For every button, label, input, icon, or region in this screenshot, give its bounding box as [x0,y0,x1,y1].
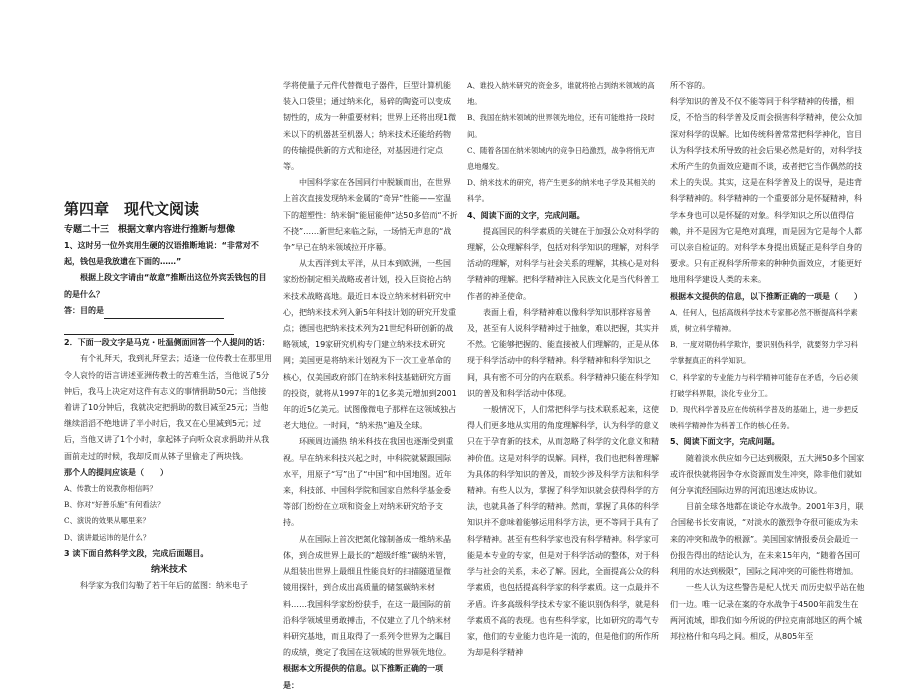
paragraph: 中国科学家在各国同行中脱颖而出，在世界上首次直接发现纳米金属的“奇异”性能——室温下的超塑性：纳米铜“能屈能伸”达50多倍而“不折不挠”……新世纪来临之际，一场悄无声息的“战争”早已在纳米领域拉开序幕。 [283,178,458,253]
option-b: B、你对“好善乐施”有何看法？ [64,500,165,510]
paragraph: 所不容的。 [670,81,710,90]
question-5: 5、阅读下面文字，完成问题。 [670,437,780,447]
passage-title: 纳米技术 [150,565,187,576]
option-b: B．一度对期伪科学欺诈，要识别伪科学，就要努力学习科学掌握真正的科学知识。 [670,340,858,366]
option-a: A．任何人，包括高级科学技术专家都必然不断提高科学素质，树立科学精神。 [670,307,858,334]
answer-line [64,319,274,335]
option-d: D．现代科学普及应在传统科学普及的基础上，进一步把反映科学精神作为科普工作的核心任务。 [670,405,859,431]
paragraph: 科学知识的普及不仅不能等同于科学精神的传播，相反，不恰当的科学普及反而会损害科学精神，使公众加深对科学的误解。比如传统科普常常把科学神化，盲目认为科学技术所导致的社会后果必然是好的，对科学技术所产生的负面效应避而不谈，或者把它当作偶然的技术上的失误。其实，这是在科学普及上的误导，是违背科学精神的。科学精神的一个重要部分是怀疑精神，科学本身也可以是怀疑的对象。科学知识之所以值得信赖，并不是因为它是绝对真理，而是因为它是每个人都可以亲自检证的。对科学本身提出质疑正是科学自身的要求。只有正视科学所带来的种种负面效应，才能更好地用科学建设人类的未来。 [670,97,862,285]
column-4 [670,78,865,645]
paragraph: 从太西洋到太平洋，从日本到欧洲，一些国家纷纷制定相关战略或者计划，投入巨资抢占纳米技术战略高地。最近日本设立纳米材料研究中心，把纳米技术列入新5年科技计划的研究开发重点；德国也把纳米技术列为21世纪科研创新的战略领域，19家研究机构专门建立纳米技术研究网；美国更是将纳米计划视为下一次工业革命的核心，仅美国政府部门在纳米科技基础研究方面的投资，就将从1997年的1亿多美元增加到2001年的近5亿美元。试图像微电子那样在这领域独占老大地位。一时间，“纳米热”遍及全球。 [283,259,457,431]
paragraph: 提高国民的科学素质的关键在于加强公众对科学的理解，公众理解科学，包括对科学知识的理解，对科学活动的理解，对科学与社会关系的理解，其核心是对科学精神的理解。把科学精神注入民族文化是当代科普工作者的神圣使命。 [467,226,659,301]
topic-title: 专题二十三 根据文章内容进行推断与想像 [64,225,236,235]
option-a: A、谁投入纳米研究的资金多，谁就将抢占到纳米领域的高地。 [467,81,655,107]
option-a: A、传教士的说教你相信吗？ [64,484,157,494]
paragraph: 目前全球各地都在谈论夺水战争。2001年3月，联合国秘书长安南说，“对淡水的激烈争夺很可能成为未来的冲突和战争的根源”。美国国家情报委员会最近一份报告得出的结论认为，在未来15年内，“随着各国可利用的水达到极限”，国际之间冲突的可能性将增加。 [670,502,864,577]
option-d: D、演讲最运讳的是什么？ [64,532,151,542]
question-4: 4、阅读下面的文字，完成问题。 [467,210,585,220]
option-b: B、我国在纳米领域的世界领先地位，还有可能维持一段时间。 [467,113,655,139]
paragraph: 一般情况下，人们常把科学与技术联系起来，这使得人们更多地从实用的角度理解科学，认为科学的意义只在于孕育新的技术，从而忽略了科学的文化意义和精神价值。这是对科学的误解。同样，我们也把科普理解为具体的科学知识的普及，而较少涉及科学方法和科学精神。有些人以为，掌握了科学知识就会获得科学的方法，也就具备了科学的精神。然而，掌握了具体的科学知识并不意味着能够运用科学方法，更不等同于具有了科学精神。甚至有些科学家也没有科学精神。科学家可能是本专业的专家，但是对于科学活动的整体，对于科学与社会的关系，未必了解。因此，全面提高公众的科学素质，也包括提高科学家的科学素质。这一点最并不矛盾。许多高级科学技术专家不能识别伪科学，就是科学素质不高的表现。也有些科学家，比如研究的毒气专家，他们的专业能力也许是一流的，但是他们的所作所为却是科学精神 [467,405,659,658]
column-3 [467,78,660,661]
question-2: 2．下面一段文字是马克・吐温侧面回答一个人提问的话： [64,338,270,348]
question-1-ask: 根据上段文字请由“故意”推断出这位外宾丢钱包的目的是什么？ [64,273,267,299]
option-c: C、演说的效果从哪里来？ [64,516,150,526]
question-ask: 根据本文提供的信息，以下推断正确的一项是（ ） [670,291,862,301]
question-1-answer [64,303,274,319]
answer-prefix: 答：目的是 [64,305,104,315]
paragraph: 从在国际上首次把氮化镓制备成一维纳米晶体，到合成世界上最长的“超级纤维”碳纳米管，从组装出世界上最细且性能良好的扫描隧道显微镜用探针，到合成出高质量的储氢碳纳米材料……我国科学家纷纷获手，在这一最国际的前沿科学领域里勇敢搏击，不仅建立了几个纳米材料研究基地，而且取得了一系列令世界为之瞩目的成绩，奠定了我国在这领域的世界领先地位。 [283,534,452,658]
question-1: 1、这时另一位外宾用生硬的汉语推断地说：“非常对不起，钱包是我放遗在下面的……” [64,241,259,267]
paragraph: 环顾周边涌热 纳米科技在我国也逐渐受到重视。早在纳米科技兴起之时，中科院就紧跟国际水平，用原子“写”出了“中国”和中国地图。近年来，科技部、中国科学院和国家自然科学基金委等部门纷纷在立项和资金上对纳米研究给予支持。 [283,437,454,528]
paragraph: 一些人认为这些警告是杞人忧天 而历史似乎站在他们一边。唯一记录在案的夺水战争于4500年前发生在两河流域，即我们如今所说的伊拉克南部地区的两个城邦拉格什和乌玛之间。相反，从805年至 [670,583,865,641]
question-ask: 根据本文所提供的信息。以下推断正确的一项是： [283,664,443,690]
passage-start: 科学家为我们勾勒了若干年后的蓝图：纳米电子 [80,581,248,591]
chapter-title: 第四章 现代文阅读 [64,200,200,218]
column-1 [64,198,274,594]
answer-blank-2 [64,320,234,335]
option-d: D、纳米技术的研究，将产生更多的纳米电子学及其相关的科学。 [467,178,656,204]
paragraph: 表面上看，科学精神难以像科学知识那样容易普及，甚至有人说科学精神过于抽象，难以把握，其实并不然。它能够把握的、能直接被人们理解的，正是从体现于科学活动中的科学精神。科学精神和科学知识之间，具有密不可分的内在联系。科学精神只能在科学知识的普及和科学活动中体现。 [467,307,659,398]
option-c: C、随着各国在纳米领域内的竞争日趋激烈，战争将悄无声息地爆发。 [467,145,656,172]
question-3: 3 读下面自然科学文段，完成后面题目。 [64,548,209,558]
paragraph: 随着淡水供应如今已达到极限，五大洲50多个国家或许很快就将因争夺水资源而发生冲突，除非他们就如何分享流经国际边界的河流迅速达成协议。 [670,453,865,496]
question-2-ask: 那个人的提问应该是（ ） [64,467,168,477]
column-2 [283,78,458,694]
paragraph: 学将使量子元件代替微电子器件，巨型计算机能装入口袋里；通过纳米化，易碎的陶瓷可以变成韧性的，成为一种重要材料；世界上还将出现1微米以下的机器甚至机器人；纳米技术还能给药物的传输提供新的方式和途径，对基因进行定点等。 [283,81,457,172]
option-c: C．科学家的专业能力与科学精神可能存在矛盾，今后必须打破学科界限，淡化专业分工。 [670,372,859,398]
question-2-text: 有个礼拜天，我到礼拜堂去；适逢一位传教士在那里用令人哀怜的语言讲述亚洲传教士的苦难生活，当他说了5分钟后，我马上决定对这件有志义的事情捐助50元；当他接着讲了10分钟后，我就决定把捐助的数目减至25元；当他继续滔滔不绝地讲了半小时后，我又在心里减到5元；过后，当他又讲了1个小时，拿起钵子向听众哀求捐助并从我面前走过的时候，我却反而从钵子里偷走了两块钱。 [64,354,272,461]
